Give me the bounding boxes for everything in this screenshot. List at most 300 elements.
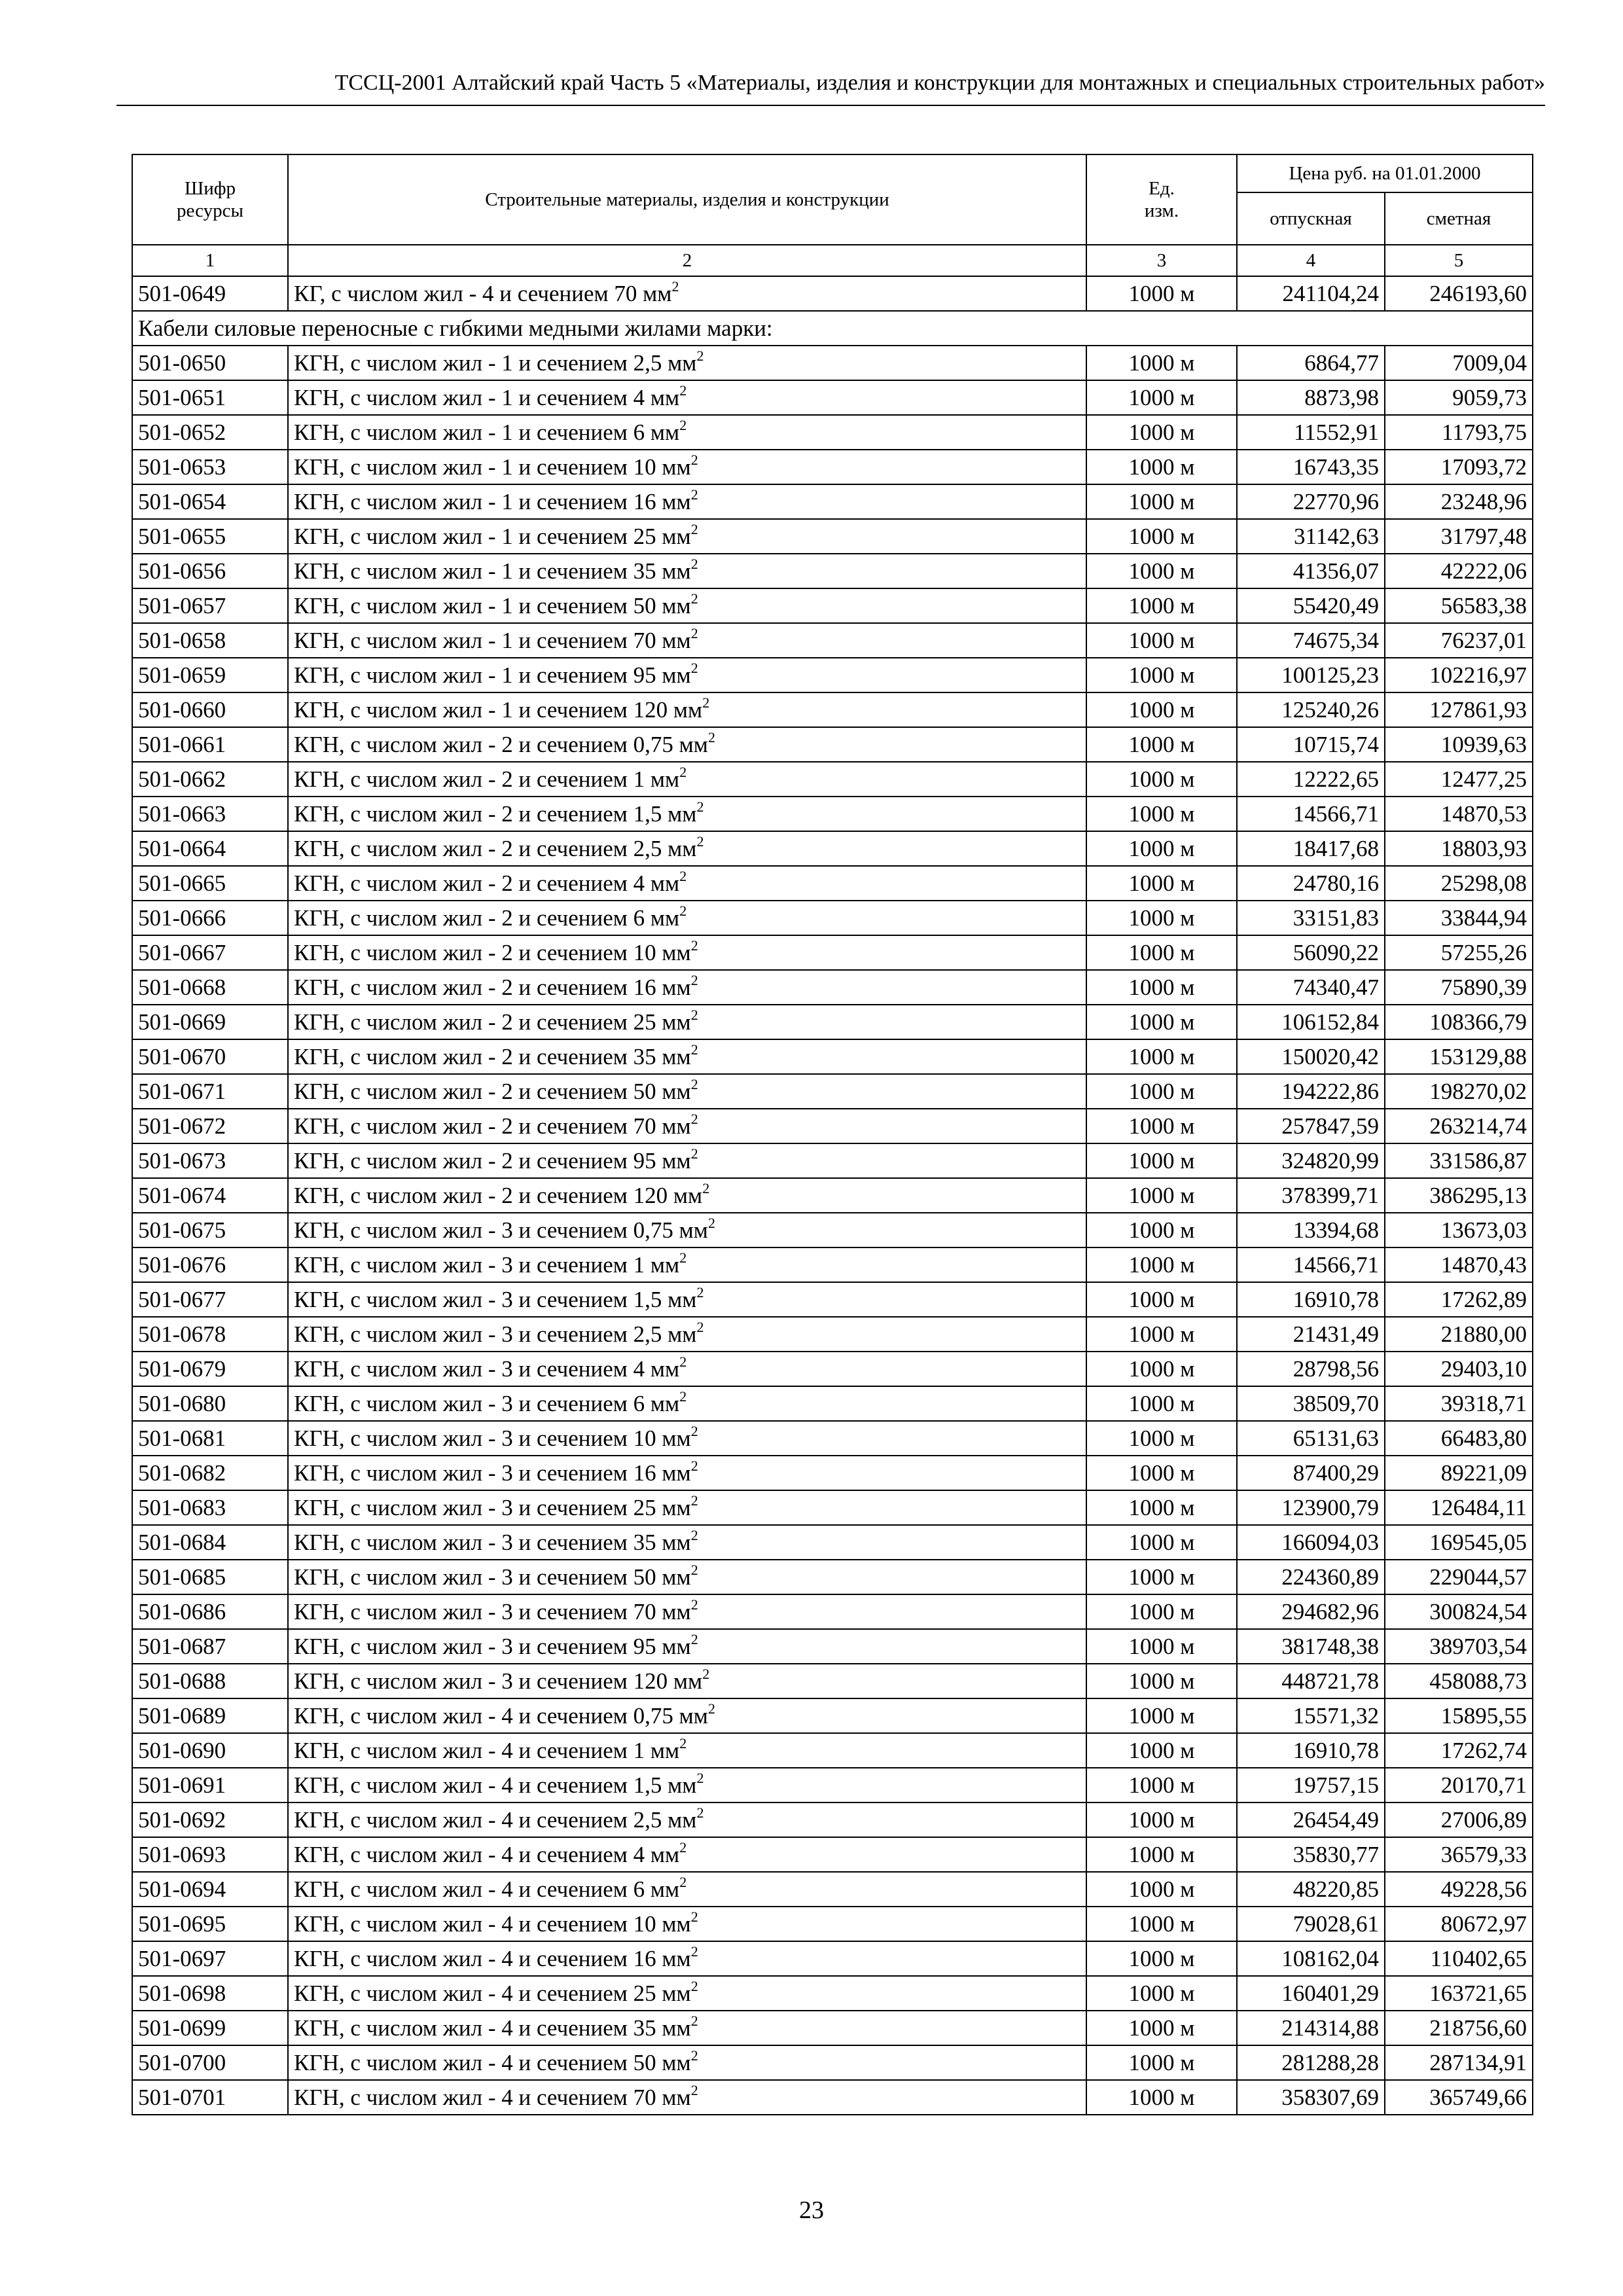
row-release-price: 14566,71 — [1237, 1247, 1385, 1282]
row-estimate-price: 169545,05 — [1385, 1525, 1533, 1560]
table-row — [132, 901, 1533, 935]
row-release-price: 21431,49 — [1237, 1317, 1385, 1352]
row-name-text: КГН, с числом жил - 4 и сечением 1 мм — [294, 1737, 680, 1763]
row-estimate-price: 66483,80 — [1385, 1421, 1533, 1456]
table-row — [132, 484, 1533, 519]
row-unit: 1000 м — [1086, 1386, 1237, 1421]
table-row — [132, 2045, 1533, 2080]
row-code: 501-0701 — [132, 2080, 288, 2115]
table-row — [132, 1698, 1533, 1733]
row-unit: 1000 м — [1086, 588, 1237, 623]
row-name — [288, 2011, 1086, 2045]
row-release-price: 31142,63 — [1237, 519, 1385, 554]
row-unit: 1000 м — [1086, 519, 1237, 554]
row-name-text: КГН, с числом жил - 3 и сечением 70 мм — [294, 1598, 691, 1624]
squared-superscript: 2 — [690, 1596, 698, 1613]
squared-superscript: 2 — [690, 937, 698, 954]
row-unit: 1000 м — [1086, 1907, 1237, 1941]
row-name-text: КГН, с числом жил - 4 и сечением 35 мм — [294, 2015, 691, 2041]
table-row — [132, 1733, 1533, 1768]
row-code: 501-0665 — [132, 866, 288, 901]
squared-superscript: 2 — [690, 2012, 698, 2029]
row-code: 501-0671 — [132, 1074, 288, 1109]
row-name — [288, 1872, 1086, 1907]
squared-superscript: 2 — [690, 486, 698, 503]
row-name-text: КГН, с числом жил - 2 и сечением 95 мм — [294, 1147, 691, 1174]
row-release-price: 448721,78 — [1237, 1664, 1385, 1698]
row-estimate-price: 102216,97 — [1385, 658, 1533, 692]
table-row — [132, 762, 1533, 797]
row-estimate-price: 13673,03 — [1385, 1213, 1533, 1247]
row-estimate-price: 39318,71 — [1385, 1386, 1533, 1421]
squared-superscript: 2 — [690, 1457, 698, 1474]
row-estimate-price: 229044,57 — [1385, 1560, 1533, 1594]
row-unit: 1000 м — [1086, 692, 1237, 727]
row-release-price: 224360,89 — [1237, 1560, 1385, 1594]
table-header — [132, 154, 1533, 276]
row-name-text: КГН, с числом жил - 2 и сечением 16 мм — [294, 974, 691, 1000]
row-name — [288, 1525, 1086, 1560]
squared-superscript: 2 — [679, 902, 687, 919]
row-name-text: КГН, с числом жил - 1 и сечением 120 мм — [294, 696, 703, 723]
squared-superscript: 2 — [690, 451, 698, 468]
row-unit: 1000 м — [1086, 1976, 1237, 2011]
row-code: 501-0683 — [132, 1490, 288, 1525]
row-name — [288, 901, 1086, 935]
squared-superscript: 2 — [696, 833, 704, 850]
table-row — [132, 346, 1533, 380]
row-unit: 1000 м — [1086, 1733, 1237, 1768]
row-code: 501-0660 — [132, 692, 288, 727]
row-name-text: КГН, с числом жил - 2 и сечением 120 мм — [294, 1182, 703, 1208]
col-header-estimate: сметная — [1385, 192, 1533, 245]
row-release-price: 74340,47 — [1237, 970, 1385, 1005]
row-unit: 1000 м — [1086, 935, 1237, 970]
row-code: 501-0649 — [132, 276, 288, 311]
row-code: 501-0670 — [132, 1039, 288, 1074]
col-header-unit — [1086, 154, 1237, 245]
row-release-price: 378399,71 — [1237, 1178, 1385, 1213]
squared-superscript: 2 — [696, 1283, 704, 1300]
row-name-text: КГН, с числом жил - 2 и сечением 2,5 мм — [294, 835, 697, 861]
row-release-price: 150020,42 — [1237, 1039, 1385, 1074]
row-name-text: КГН, с числом жил - 3 и сечением 1 мм — [294, 1251, 680, 1278]
table-row — [132, 658, 1533, 692]
row-unit: 1000 м — [1086, 1005, 1237, 1039]
row-code: 501-0658 — [132, 623, 288, 658]
squared-superscript: 2 — [690, 1908, 698, 1925]
row-release-price: 65131,63 — [1237, 1421, 1385, 1456]
squared-superscript: 2 — [702, 1179, 710, 1196]
row-release-price: 8873,98 — [1237, 380, 1385, 415]
row-code: 501-0698 — [132, 1976, 288, 2011]
row-unit: 1000 м — [1086, 658, 1237, 692]
row-name — [288, 1352, 1086, 1386]
row-unit: 1000 м — [1086, 797, 1237, 831]
row-unit: 1000 м — [1086, 727, 1237, 762]
row-name-text: КГН, с числом жил - 3 и сечением 35 мм — [294, 1529, 691, 1555]
row-name — [288, 1213, 1086, 1247]
column-numbers-row — [132, 245, 1533, 276]
row-estimate-price: 163721,65 — [1385, 1976, 1533, 2011]
row-code: 501-0656 — [132, 554, 288, 588]
row-estimate-price: 27006,89 — [1385, 1803, 1533, 1837]
row-name-text: КГН, с числом жил - 4 и сечением 10 мм — [294, 1910, 691, 1937]
table-row — [132, 1386, 1533, 1421]
row-unit: 1000 м — [1086, 1664, 1237, 1698]
squared-superscript: 2 — [690, 555, 698, 572]
row-code: 501-0662 — [132, 762, 288, 797]
row-estimate-price: 36579,33 — [1385, 1837, 1533, 1872]
row-release-price: 324820,99 — [1237, 1143, 1385, 1178]
row-unit: 1000 м — [1086, 1456, 1237, 1490]
table-row — [132, 1941, 1533, 1976]
row-estimate-price: 75890,39 — [1385, 970, 1533, 1005]
row-name — [288, 1386, 1086, 1421]
squared-superscript: 2 — [690, 2047, 698, 2064]
squared-superscript: 2 — [690, 1561, 698, 1578]
row-release-price: 257847,59 — [1237, 1109, 1385, 1143]
row-name-text: КГН, с числом жил - 3 и сечением 95 мм — [294, 1633, 691, 1659]
squared-superscript: 2 — [679, 1249, 687, 1266]
row-name-text: КГН, с числом жил - 1 и сечением 70 мм — [294, 627, 691, 653]
table-row — [132, 692, 1533, 727]
row-name-text: КГН, с числом жил - 3 и сечением 1,5 мм — [294, 1286, 697, 1312]
table-row — [132, 1560, 1533, 1594]
row-code: 501-0669 — [132, 1005, 288, 1039]
row-unit: 1000 м — [1086, 346, 1237, 380]
row-name-text: КГН, с числом жил - 3 и сечением 2,5 мм — [294, 1321, 697, 1347]
row-unit: 1000 м — [1086, 1178, 1237, 1213]
squared-superscript: 2 — [702, 694, 710, 711]
squared-superscript: 2 — [690, 1492, 698, 1509]
row-release-price: 160401,29 — [1237, 1976, 1385, 2011]
row-release-price: 35830,77 — [1237, 1837, 1385, 1872]
row-name — [288, 1456, 1086, 1490]
squared-superscript: 2 — [679, 867, 687, 884]
row-name — [288, 346, 1086, 380]
row-name — [288, 866, 1086, 901]
row-name — [288, 2080, 1086, 2115]
row-estimate-price: 108366,79 — [1385, 1005, 1533, 1039]
row-estimate-price: 29403,10 — [1385, 1352, 1533, 1386]
row-release-price: 14566,71 — [1237, 797, 1385, 831]
row-code: 501-0687 — [132, 1629, 288, 1664]
row-estimate-price: 76237,01 — [1385, 623, 1533, 658]
row-name — [288, 1282, 1086, 1317]
row-estimate-price: 31797,48 — [1385, 519, 1533, 554]
row-code: 501-0678 — [132, 1317, 288, 1352]
table-row — [132, 1629, 1533, 1664]
row-name — [288, 1698, 1086, 1733]
col-header-code — [132, 154, 288, 245]
row-name-text: КГН, с числом жил - 1 и сечением 95 мм — [294, 662, 691, 688]
squared-superscript: 2 — [679, 1734, 687, 1751]
table-row — [132, 2080, 1533, 2115]
table-row — [132, 1872, 1533, 1907]
row-code: 501-0690 — [132, 1733, 288, 1768]
row-name-text: КГН, с числом жил - 4 и сечением 6 мм — [294, 1876, 680, 1902]
row-estimate-price: 18803,93 — [1385, 831, 1533, 866]
squared-superscript: 2 — [690, 1422, 698, 1439]
row-unit: 1000 м — [1086, 554, 1237, 588]
row-estimate-price: 14870,43 — [1385, 1247, 1533, 1282]
row-unit: 1000 м — [1086, 1074, 1237, 1109]
row-name — [288, 1560, 1086, 1594]
row-name — [288, 1768, 1086, 1803]
table-row — [132, 1594, 1533, 1629]
row-name — [288, 658, 1086, 692]
row-name-text: КГН, с числом жил - 1 и сечением 25 мм — [294, 523, 691, 549]
row-code: 501-0699 — [132, 2011, 288, 2045]
row-release-price: 24780,16 — [1237, 866, 1385, 901]
table-body — [132, 276, 1533, 2115]
row-unit: 1000 м — [1086, 450, 1237, 484]
table-row — [132, 519, 1533, 554]
row-name — [288, 1074, 1086, 1109]
row-release-price: 166094,03 — [1237, 1525, 1385, 1560]
row-name — [288, 1005, 1086, 1039]
row-code: 501-0689 — [132, 1698, 288, 1733]
row-unit: 1000 м — [1086, 1594, 1237, 1629]
row-name-text: КГН, с числом жил - 3 и сечением 10 мм — [294, 1425, 691, 1451]
table-row — [132, 970, 1533, 1005]
row-release-price: 123900,79 — [1237, 1490, 1385, 1525]
squared-superscript: 2 — [707, 1700, 715, 1717]
row-unit: 1000 м — [1086, 1421, 1237, 1456]
row-name-text: КГ, с числом жил - 4 и сечением 70 мм — [294, 280, 672, 306]
row-name-text: КГН, с числом жил - 1 и сечением 50 мм — [294, 592, 691, 619]
squared-superscript: 2 — [690, 1075, 698, 1092]
row-name — [288, 450, 1086, 484]
row-name-text: КГН, с числом жил - 3 и сечением 4 мм — [294, 1355, 680, 1382]
table-row — [132, 727, 1533, 762]
row-release-price: 22770,96 — [1237, 484, 1385, 519]
squared-superscript: 2 — [690, 971, 698, 988]
squared-superscript: 2 — [690, 1041, 698, 1058]
row-estimate-price: 300824,54 — [1385, 1594, 1533, 1629]
table-row — [132, 1907, 1533, 1941]
col-header-release: отпускная — [1237, 192, 1385, 245]
row-name-text: КГН, с числом жил - 1 и сечением 6 мм — [294, 419, 680, 445]
row-estimate-price: 389703,54 — [1385, 1629, 1533, 1664]
row-estimate-price: 218756,60 — [1385, 2011, 1533, 2045]
row-release-price: 6864,77 — [1237, 346, 1385, 380]
row-code: 501-0672 — [132, 1109, 288, 1143]
row-code: 501-0674 — [132, 1178, 288, 1213]
row-code: 501-0681 — [132, 1421, 288, 1456]
squared-superscript: 2 — [690, 520, 698, 537]
row-name-text: КГН, с числом жил - 1 и сечением 4 мм — [294, 384, 680, 410]
row-unit: 1000 м — [1086, 970, 1237, 1005]
table-row — [132, 1976, 1533, 2011]
row-release-price: 241104,24 — [1237, 276, 1385, 311]
row-code: 501-0651 — [132, 380, 288, 415]
column-number: 2 — [288, 245, 1086, 276]
table-row — [132, 935, 1533, 970]
table-row — [132, 554, 1533, 588]
row-name — [288, 519, 1086, 554]
squared-superscript: 2 — [696, 798, 704, 815]
row-code: 501-0685 — [132, 1560, 288, 1594]
row-name-text: КГН, с числом жил - 3 и сечением 16 мм — [294, 1460, 691, 1486]
row-estimate-price: 25298,08 — [1385, 866, 1533, 901]
table-row — [132, 1143, 1533, 1178]
row-unit: 1000 м — [1086, 1282, 1237, 1317]
row-code: 501-0679 — [132, 1352, 288, 1386]
row-code: 501-0694 — [132, 1872, 288, 1907]
row-code: 501-0673 — [132, 1143, 288, 1178]
row-name — [288, 1247, 1086, 1282]
table-row — [132, 1247, 1533, 1282]
squared-superscript: 2 — [690, 1977, 698, 1994]
table-row — [132, 623, 1533, 658]
row-name-text: КГН, с числом жил - 4 и сечением 0,75 мм — [294, 1702, 708, 1729]
row-code: 501-0655 — [132, 519, 288, 554]
row-code: 501-0688 — [132, 1664, 288, 1698]
row-name — [288, 831, 1086, 866]
row-name — [288, 1976, 1086, 2011]
row-unit: 1000 м — [1086, 1143, 1237, 1178]
row-estimate-price: 365749,66 — [1385, 2080, 1533, 2115]
squared-superscript: 2 — [690, 1110, 698, 1127]
row-release-price: 108162,04 — [1237, 1941, 1385, 1976]
squared-superscript: 2 — [690, 624, 698, 641]
row-name — [288, 1629, 1086, 1664]
row-name-text: КГН, с числом жил - 4 и сечением 16 мм — [294, 1945, 691, 1971]
row-name-text: КГН, с числом жил - 2 и сечением 50 мм — [294, 1078, 691, 1104]
row-name — [288, 1039, 1086, 1074]
table-row — [132, 1109, 1533, 1143]
row-unit: 1000 м — [1086, 762, 1237, 797]
row-name-text: КГН, с числом жил - 2 и сечением 35 мм — [294, 1043, 691, 1069]
row-estimate-price: 17093,72 — [1385, 450, 1533, 484]
row-name — [288, 1490, 1086, 1525]
row-release-price: 125240,26 — [1237, 692, 1385, 727]
row-release-price: 281288,28 — [1237, 2045, 1385, 2080]
row-release-price: 48220,85 — [1237, 1872, 1385, 1907]
row-name-text: КГН, с числом жил - 2 и сечением 10 мм — [294, 939, 691, 965]
row-estimate-price: 198270,02 — [1385, 1074, 1533, 1109]
table-row — [132, 1664, 1533, 1698]
row-unit: 1000 м — [1086, 1039, 1237, 1074]
row-release-price: 214314,88 — [1237, 2011, 1385, 2045]
row-estimate-price: 42222,06 — [1385, 554, 1533, 588]
row-estimate-price: 458088,73 — [1385, 1664, 1533, 1698]
row-release-price: 10715,74 — [1237, 727, 1385, 762]
row-unit: 1000 м — [1086, 623, 1237, 658]
row-estimate-price: 263214,74 — [1385, 1109, 1533, 1143]
row-release-price: 19757,15 — [1237, 1768, 1385, 1803]
row-unit: 1000 м — [1086, 1352, 1237, 1386]
price-table — [132, 154, 1533, 2115]
row-estimate-price: 11793,75 — [1385, 415, 1533, 450]
row-code: 501-0693 — [132, 1837, 288, 1872]
table-row — [132, 1768, 1533, 1803]
header-rule — [116, 105, 1545, 106]
row-release-price: 55420,49 — [1237, 588, 1385, 623]
row-release-price: 26454,49 — [1237, 1803, 1385, 1837]
row-unit: 1000 м — [1086, 1490, 1237, 1525]
row-name-text: КГН, с числом жил - 2 и сечением 4 мм — [294, 870, 680, 896]
col-header-unit-text: Ед. изм. — [1144, 178, 1179, 221]
squared-superscript: 2 — [690, 1006, 698, 1023]
row-name-text: КГН, с числом жил - 3 и сечением 120 мм — [294, 1668, 703, 1694]
row-name — [288, 727, 1086, 762]
table-row — [132, 1039, 1533, 1074]
table-row — [132, 1490, 1533, 1525]
row-code: 501-0666 — [132, 901, 288, 935]
row-estimate-price: 331586,87 — [1385, 1143, 1533, 1178]
row-release-price: 16910,78 — [1237, 1733, 1385, 1768]
row-name — [288, 1594, 1086, 1629]
row-estimate-price: 246193,60 — [1385, 276, 1533, 311]
table-row — [132, 1317, 1533, 1352]
row-unit: 1000 м — [1086, 1317, 1237, 1352]
squared-superscript: 2 — [690, 659, 698, 676]
squared-superscript: 2 — [696, 1769, 704, 1786]
row-name — [288, 762, 1086, 797]
row-release-price: 294682,96 — [1237, 1594, 1385, 1629]
row-unit: 1000 м — [1086, 866, 1237, 901]
row-name-text: КГН, с числом жил - 2 и сечением 1,5 мм — [294, 800, 697, 827]
squared-superscript: 2 — [679, 416, 687, 433]
row-estimate-price: 57255,26 — [1385, 935, 1533, 970]
row-unit: 1000 м — [1086, 901, 1237, 935]
col-header-name: Строительные материалы, изделия и конструкции — [288, 154, 1086, 245]
row-name — [288, 2045, 1086, 2080]
row-release-price: 18417,68 — [1237, 831, 1385, 866]
row-name — [288, 1733, 1086, 1768]
row-unit: 1000 м — [1086, 1213, 1237, 1247]
row-release-price: 194222,86 — [1237, 1074, 1385, 1109]
row-name-text: КГН, с числом жил - 3 и сечением 0,75 мм — [294, 1217, 708, 1243]
row-release-price: 381748,38 — [1237, 1629, 1385, 1664]
row-code: 501-0664 — [132, 831, 288, 866]
squared-superscript: 2 — [690, 1943, 698, 1960]
table-row — [132, 415, 1533, 450]
row-name — [288, 1803, 1086, 1837]
row-estimate-price: 21880,00 — [1385, 1317, 1533, 1352]
table-row — [132, 276, 1533, 311]
row-name — [288, 1941, 1086, 1976]
row-estimate-price: 20170,71 — [1385, 1768, 1533, 1803]
row-code: 501-0686 — [132, 1594, 288, 1629]
row-estimate-price: 12477,25 — [1385, 762, 1533, 797]
row-unit: 1000 м — [1086, 1629, 1237, 1664]
row-code: 501-0682 — [132, 1456, 288, 1490]
table-row — [132, 1178, 1533, 1213]
page-number: 23 — [799, 2197, 824, 2224]
row-unit: 1000 м — [1086, 1803, 1237, 1837]
row-name — [288, 692, 1086, 727]
row-name-text: КГН, с числом жил - 4 и сечением 25 мм — [294, 1980, 691, 2006]
column-number: 5 — [1385, 245, 1533, 276]
table-row — [132, 1421, 1533, 1456]
row-unit: 1000 м — [1086, 1247, 1237, 1282]
table-row — [132, 1005, 1533, 1039]
row-release-price: 87400,29 — [1237, 1456, 1385, 1490]
row-unit: 1000 м — [1086, 1109, 1237, 1143]
squared-superscript: 2 — [671, 278, 679, 295]
row-estimate-price: 33844,94 — [1385, 901, 1533, 935]
row-name — [288, 588, 1086, 623]
row-name — [288, 1907, 1086, 1941]
row-unit: 1000 м — [1086, 1560, 1237, 1594]
row-name — [288, 554, 1086, 588]
row-estimate-price: 17262,89 — [1385, 1282, 1533, 1317]
row-code: 501-0675 — [132, 1213, 288, 1247]
